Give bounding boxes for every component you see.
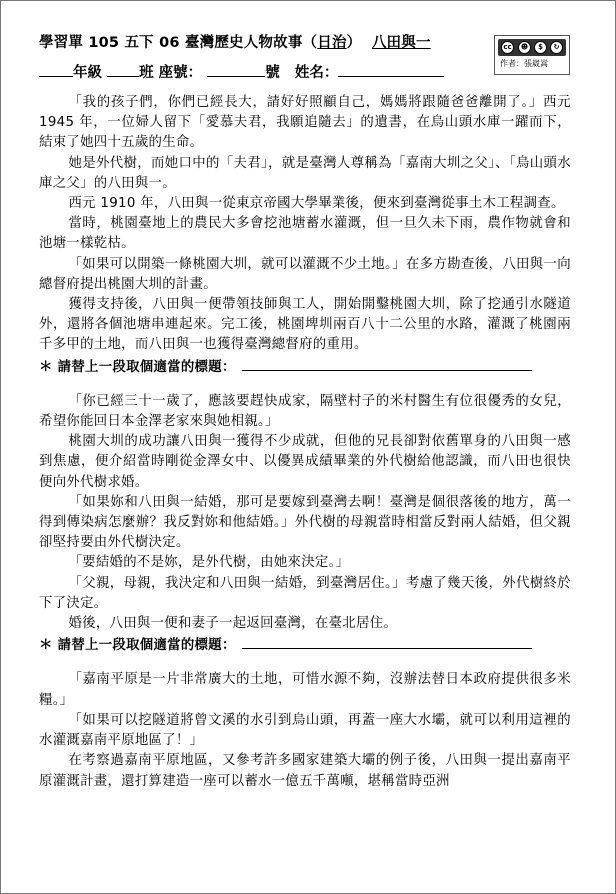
- author-credit: 作者：張崴嵩: [500, 59, 548, 68]
- paragraph: 「如果妳和八田與一結婚，那可是要嫁到臺灣去啊！臺灣是個很落後的地方，萬一得到傳染病怎麼辦？我反對妳和他結婚。」外代樹的母親當時相當反對兩人結婚，但父親卻堅持要由外代樹決定。: [39, 494, 571, 551]
- license-badge: [494, 35, 570, 75]
- story-body: [39, 93, 571, 792]
- name-label: 姓名：: [294, 65, 339, 81]
- question-label: ＊ 請替上一段取個適當的標題：: [39, 638, 236, 654]
- paragraph: 「要結婚的不是妳，是外代樹，由她來決定。」: [68, 555, 350, 571]
- paragraph: 當時，桃園臺地上的農民大多會挖池塘蓄水灌溉，但一旦久未下雨，農作物就會和池塘一樣乾枯。: [39, 216, 571, 252]
- paragraph: 「如果可以挖隧道將曾文溪的水引到烏山頭，再蓋一座大水壩，就可以利用這裡的水灌溉嘉南平原地區了！」: [39, 712, 571, 749]
- title-prefix: 學習單 105 五下 06 臺灣歷史人物故事（: [39, 35, 318, 51]
- cc-license-bar: [498, 39, 566, 56]
- paragraph: 「你已經三十一歲了，應該要趕快成家，隔壁村子的米村醫生有位很優秀的女兒，希望你能回日本金澤老家來與她相親。」: [39, 393, 571, 430]
- grade-label: 年級: [73, 65, 102, 81]
- seat-blank[interactable]: [207, 62, 265, 77]
- class-blank[interactable]: [107, 62, 139, 77]
- paragraph: 桃園大圳的成功讓八田與一獲得不少成就，但他的兄長卻對依舊單身的八田與一感到焦慮，便介紹當時剛從金澤女中、以優異成績畢業的外代樹給他認識，而八田也很快便向外代樹求婚。: [39, 434, 571, 490]
- class-seat-label: 班 座號：: [139, 65, 203, 81]
- paragraph: 獲得支持後，八田與一便帶領技師與工人，開始開鑿桃園大圳，除了挖通引水隧道外，還將各個池塘串連起來。完工後，桃園埤圳兩百八十二公里的水路，灌溉了桃園兩千多甲的土地，而八田與一也獲得臺灣總督府的重用。: [39, 297, 571, 353]
- answer-line[interactable]: [242, 634, 532, 649]
- grade-blank[interactable]: [39, 62, 73, 77]
- section-gap: [39, 656, 571, 670]
- paragraph: 婚後，八田與一便和妻子一起返回臺灣，在臺北居住。: [68, 616, 398, 632]
- worksheet-title: [39, 31, 431, 52]
- paragraph: 在考察過嘉南平原地區，又參考許多國家建築大壩的例子後，八田與一提出嘉南平原灌溉計畫，還打算建造一座可以蓄水一億五千萬噸，堪稱當時亞洲: [39, 753, 571, 789]
- paragraph: 「父親，母親，我決定和八田與一結婚，到臺灣居住。」考慮了幾天後，外代樹終於下了決定。: [39, 575, 571, 611]
- paragraph: 她是外代樹，而她口中的「夫君」，就是臺灣人尊稱為「嘉南大圳之父」、「烏山頭水庫之父」的八田與一。: [39, 155, 571, 191]
- paragraph: 西元 1910 年，八田與一從東京帝國大學畢業後，便來到臺灣從事土木工程調查。: [68, 196, 565, 212]
- sa-icon: ↻: [550, 41, 563, 54]
- question-label: ＊ 請替上一段取個適當的標題：: [39, 359, 236, 375]
- section-gap: [39, 378, 571, 392]
- paragraph: 「嘉南平原是一片非常廣大的土地，可惜水源不夠，沒辦法替日本政府提供很多米糧。」: [39, 672, 571, 708]
- paragraph: 「如果可以開築一條桃園大圳，就可以灌溉不少土地。」在多方勘查後，八田與一向總督府提出桃園大圳的計畫。: [39, 256, 571, 292]
- title-mid: ）: [346, 35, 362, 51]
- cc-icon: cc: [501, 41, 514, 54]
- answer-line[interactable]: [242, 356, 532, 371]
- name-blank[interactable]: [338, 62, 444, 77]
- student-info-line: [39, 61, 444, 82]
- title-question: [39, 356, 571, 378]
- title-question: [39, 634, 571, 656]
- by-icon: ☻: [518, 41, 531, 54]
- number-label: 號: [265, 65, 280, 81]
- title-era: 日治: [317, 35, 347, 51]
- nc-icon: $: [534, 41, 547, 54]
- title-person: 八田與一: [371, 35, 431, 51]
- paragraph: 「我的孩子們，你們已經長大，請好好照顧自己，媽媽將跟隨爸爸離開了。」西元 1945 年，一位婦人留下「愛慕夫君，我願追隨去」的遺書，在烏山頭水庫一躍而下，結束了她四十五歲的生命。: [39, 95, 571, 151]
